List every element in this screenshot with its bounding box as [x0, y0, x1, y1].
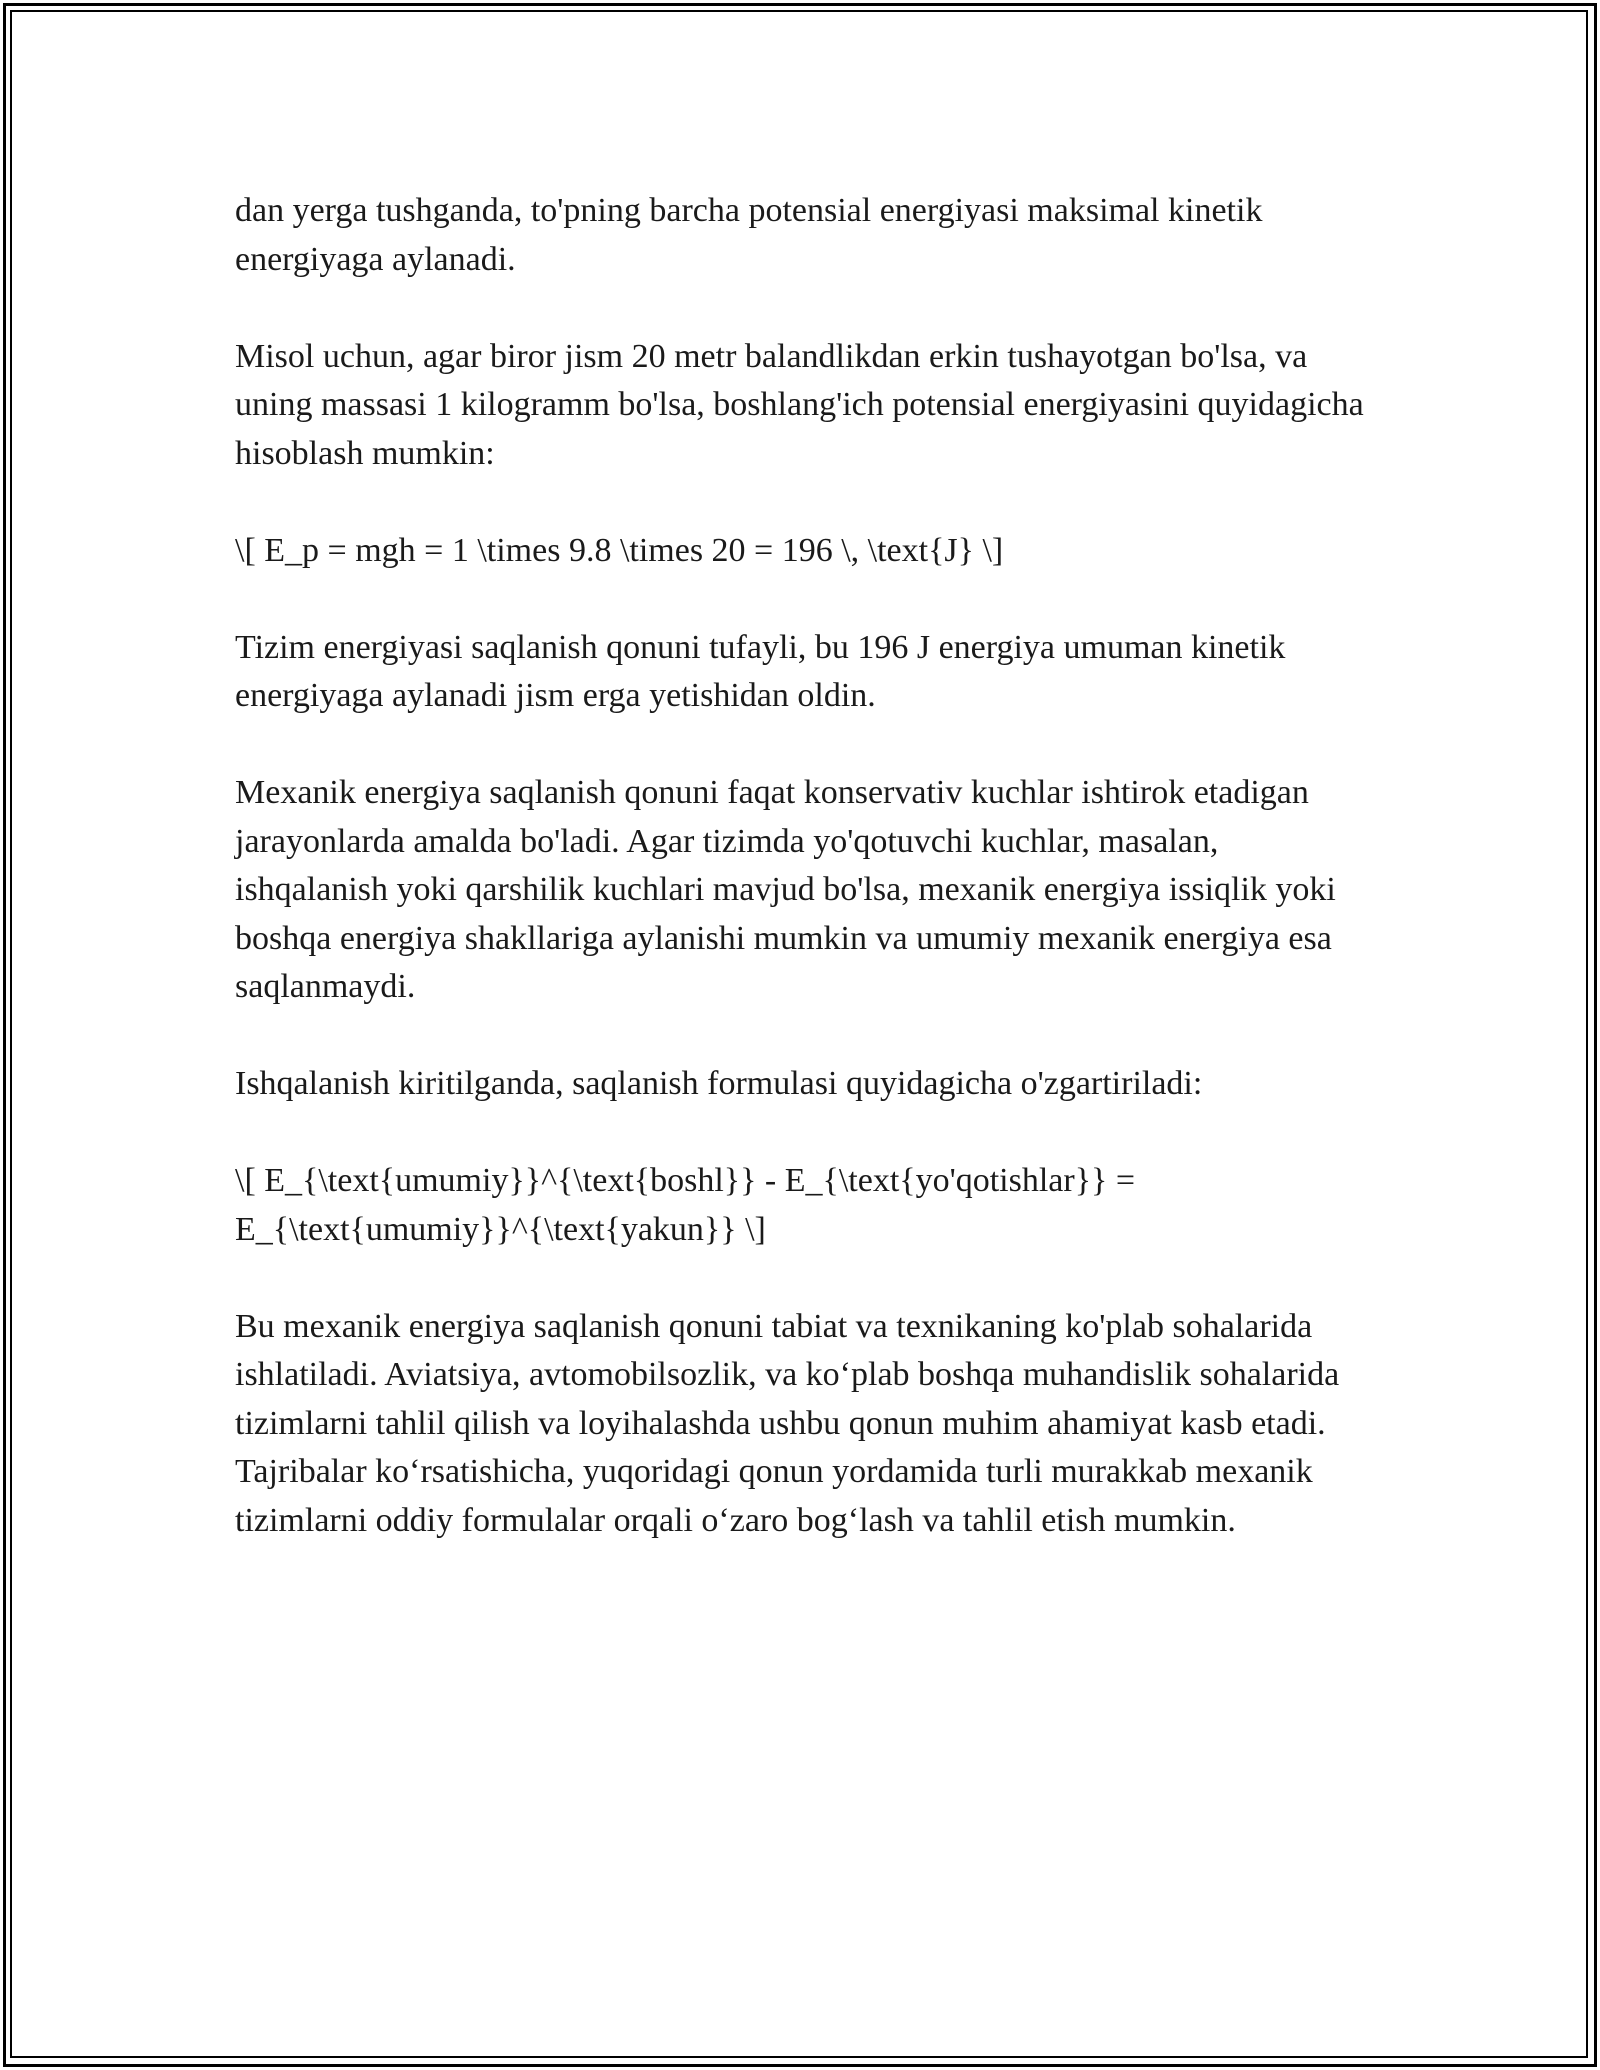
- document-body: [235, 187, 1365, 1545]
- paragraph-energy-conservation: Tizim energiyasi saqlanish qonuni tufayli, bu 196 J energiya umuman kinetik energiyaga aylanadi jism erga yetishidan oldin.: [235, 628, 1286, 714]
- paragraph-conservative-forces: Mexanik energiya saqlanish qonuni faqat konservativ kuchlar ishtirok etadigan jarayonlarda amalda bo'ladi. Agar tizimda yo'qotuvchi kuchlar, masalan, ishqalanish yoki qarshilik kuchlari mavjud bo'lsa, mexanik energiya issiqlik yoki boshqa energiya shakllariga aylanishi mumkin va umumiy mexanik energiya esa saqlanmaydi.: [235, 774, 1336, 1005]
- paragraph-kinetic-conversion: dan yerga tushganda, to'pning barcha potensial energiyasi maksimal kinetik energiyaga aylanadi.: [235, 192, 1263, 278]
- formula-potential-energy: \[ E_p = mgh = 1 \times 9.8 \times 20 = 196 \, \text{J} \]: [235, 531, 1004, 569]
- paragraph-friction-intro: Ishqalanish kiritilganda, saqlanish formulasi quyidagicha o'zgartiriladi:: [235, 1065, 1203, 1102]
- formula-friction-conservation: \[ E_{\text{umumiy}}^{\text{boshl}} - E_{\text{yo'qotishlar}} = E_{\text{umumiy}}^{\text{yakun}} \]: [235, 1162, 1136, 1248]
- paragraph-applications: Bu mexanik energiya saqlanish qonuni tabiat va texnikaning ko'plab sohalarida ishlatiladi. Aviatsiya, avtomobilsozlik, va ko‘plab boshqa muhandislik sohalarida tizimlarni tahlil qilish va loyihalashda ushbu qonun muhim ahamiyat kasb etadi. Tajribalar ko‘rsatishicha, yuqoridagi qonun yordamida turli murakkab mexanik tizimlarni oddiy formulalar orqali o‘zaro bog‘lash va tahlil etish mumkin.: [235, 1307, 1340, 1539]
- paragraph-example-intro: Misol uchun, agar biror jism 20 metr balandlikdan erkin tushayotgan bo'lsa, va uning massasi 1 kilogramm bo'lsa, boshlang'ich potensial energiyasini quyidagicha hisoblash mumkin:: [235, 337, 1364, 472]
